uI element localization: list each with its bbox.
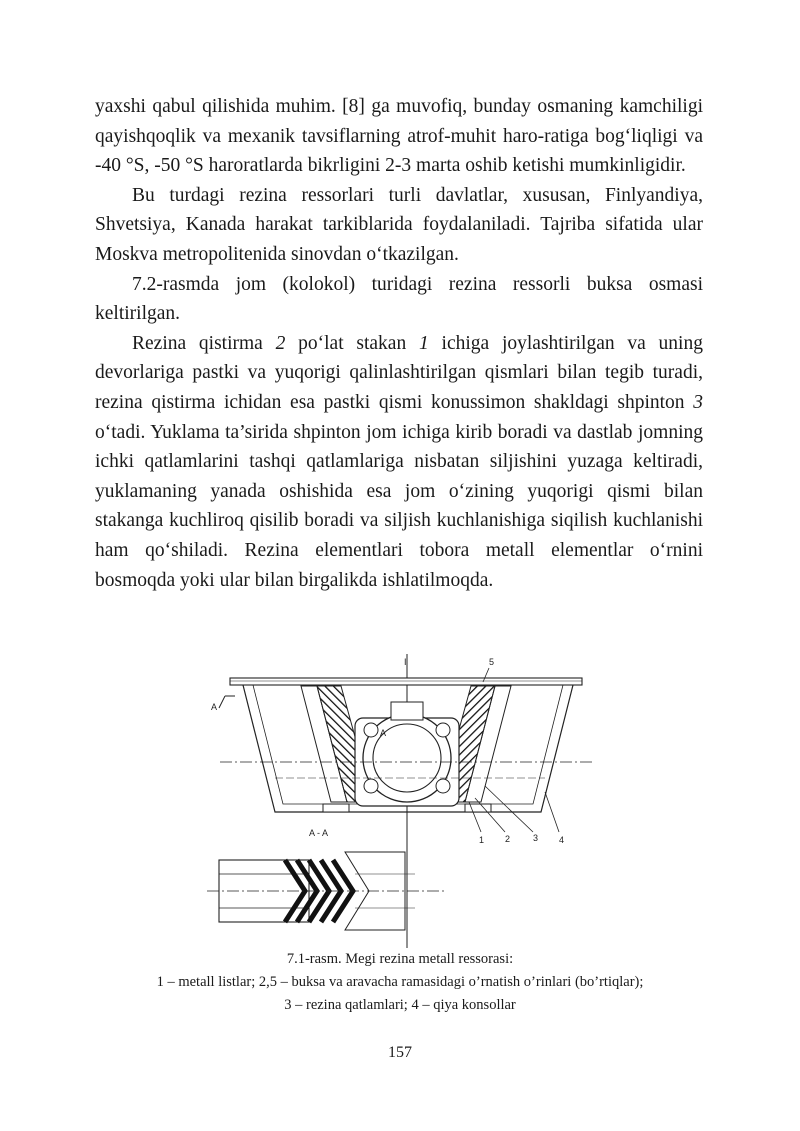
figure-rubber-metal-spring — [205, 652, 597, 948]
paragraph — [95, 181, 703, 270]
paragraph — [95, 329, 703, 595]
label-3: 3 — [533, 833, 539, 843]
label-4: 4 — [559, 835, 565, 845]
paragraph-text: o‘tadi. Yuklama ta’sirida shpinton jom ichiga kirib boradi va dastlab jomning ichki qatlamlarini tashqi qatlamlariga nisbatan siljishini yuzaga keltiradi, yuklamaning yanada oshishida esa jom o‘zining yuqorigi qismi bilan stakanga kuchliroq qisilib boradi va siljish kuchlanishiga siqilish kuchlanishi ham qo‘shiladi. Rezina elementlari tobora metall elementlar o‘rnini bosmoqda yoki ular bilan birgalikda ishlatilmoqda. — [95, 421, 703, 591]
paragraph — [95, 270, 703, 329]
body-text — [95, 92, 703, 595]
paragraph — [95, 92, 703, 181]
page-number: 157 — [388, 1044, 412, 1061]
section-arrow-label: A — [211, 702, 218, 712]
caption-legend-line-1: 1 – metall listlar; 2,5 – buksa va aravacha ramasidagi o’rnatish o’rinlari (bo’rtiqlar); — [156, 974, 644, 990]
figure-reference-number: 2 — [275, 332, 286, 354]
paragraph-text: yaxshi qabul qilishida muhim. [8] ga muvofiq, bunday osmaning kamchiligi qayishqoqlik va mexanik tavsiflarning atrof-muhit haro-ratiga bog‘liqligi va -40 °S, -50 °S haroratlarda bikrligini 2-3 marta oshib ketishi mumkinligidir. — [95, 96, 703, 177]
caption-title: 7.1-rasm. Megi rezina metall ressorasi: — [286, 951, 514, 967]
figure-reference-number: 3 — [693, 391, 703, 413]
section-view-label: A - A — [309, 828, 329, 838]
top-beam — [230, 678, 582, 685]
caption-legend-line-2: 3 – rezina qatlamlari; 4 – qiya konsollar — [284, 997, 516, 1013]
paragraph-text: ichiga joylashtirilgan va uning devorlariga pastki va yuqorigi qalinlashtirilgan qismlari bilan tegib turadi, rezina qistirma ichidan esa pastki qismi konussimon shakldagi shpinton — [95, 332, 703, 413]
paragraph-text: Bu turdagi rezina ressorlari turli davlatlar, xususan, Finlyandiya, Shvetsiya, Kanada harakat tarkiblarida foydalaniladi. Tajriba sifatida ular Moskva metropolitenida sinovdan o‘tkazilgan. — [95, 184, 703, 265]
label-1: 1 — [479, 835, 485, 845]
figure-reference-number: 1 — [419, 332, 429, 354]
hub-mark-label: A — [380, 728, 387, 738]
paragraph-text: po‘lat stakan — [285, 332, 419, 354]
label-2: 2 — [505, 834, 511, 844]
technical-drawing — [205, 652, 597, 948]
paragraph-text: Rezina qistirma — [132, 332, 276, 354]
figure-caption — [100, 948, 700, 1017]
paragraph-text: 7.2-rasmda jom (kolokol) turidagi rezina ressorli buksa osmasi keltirilgan. — [95, 273, 703, 325]
section-mark-label: I — [404, 657, 407, 667]
label-5: 5 — [489, 657, 495, 667]
